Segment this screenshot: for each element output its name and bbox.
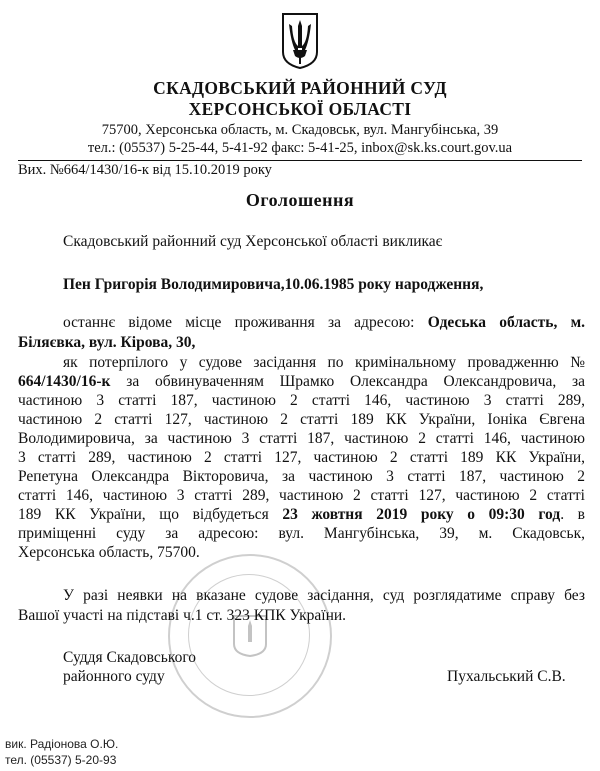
executor-phone: тел. (05537) 5-20-93 <box>5 753 117 767</box>
body-line: статті 146, частиною 3 статті 289, частиною 2 статті 127, частиною 2 статті <box>18 487 585 504</box>
court-name-line1: СКАДОВСЬКИЙ РАЙОННИЙ СУД <box>153 78 447 98</box>
absence-line1: У разі неявки на вказане судове засідання, суд розглядатиме справу без <box>63 587 585 604</box>
court-contacts: тел.: (05537) 5-25-44, 5-41-92 факс: 5-41-25, inbox@sk.ks.court.gov.ua <box>87 140 513 156</box>
summoned-person: Пен Григорія Володимировича,10.06.1985 року народження, <box>63 276 484 293</box>
body-line: Херсонська область, 75700. <box>18 544 200 561</box>
body-line: 189 КК України, що відбудеться 23 жовтня 2019 року о 09:30 год. в <box>18 506 586 523</box>
court-name-line2: ХЕРСОНСЬКОЇ ОБЛАСТІ <box>188 99 412 119</box>
judge-position-line1: Суддя Скадовського <box>63 649 197 666</box>
absence-line2: Вашої участі на підставі ч.1 ст. 323 КПК України. <box>18 607 347 624</box>
court-address: 75700, Херсонська область, м. Скадовськ, вул. Мангубінська, 39 <box>101 122 499 138</box>
intro-text: Скадовський районний суд Херсонської області викликає <box>63 233 443 250</box>
judge-position-line2: районного суду <box>63 668 165 685</box>
body-line: як потерпілого у судове засідання по кримінальному провадженню № <box>63 354 585 371</box>
court-seal <box>168 554 332 718</box>
reference-number: Вих. №664/1430/16-к від 15.10.2019 року <box>18 162 272 178</box>
page-title: Оголошення <box>245 190 355 210</box>
executor-name: вик. Радіонова О.Ю. <box>5 737 119 751</box>
header-divider <box>18 160 582 161</box>
residence-line1: останнє відоме місце проживання за адресою: Одеська область, м. <box>63 314 586 331</box>
judge-name: Пухальський С.В. <box>447 668 566 685</box>
body-line: 3 статті 289, частиною 2 статті 127, частиною 2 статті 189 КК України, <box>18 449 585 466</box>
body-line: частиною 2 статті 127, частиною 2 статті 189 КК України, Іоніка Євгена <box>18 411 585 428</box>
trident-emblem-icon <box>281 12 319 70</box>
body-line: частиною 3 статті 187, частиною 2 статті 146, частиною 3 статті 289, <box>18 392 585 409</box>
body-line: Володимировича, за частиною 3 статті 187, частиною 2 статті 146, частиною <box>18 430 585 447</box>
body-line: приміщенні суду за адресою: вул. Мангубінська, 39, м. Скадовськ, <box>18 525 585 542</box>
body-line: Репетуна Олександра Вікторовича, за частиною 3 статті 187, частиною 2 <box>18 468 585 485</box>
residence-line2: Біляєвка, вул. Кірова, 30, <box>18 334 196 351</box>
body-line: 664/1430/16-к за обвинуваченням Шрамко Олександра Олександровича, за <box>18 373 585 390</box>
